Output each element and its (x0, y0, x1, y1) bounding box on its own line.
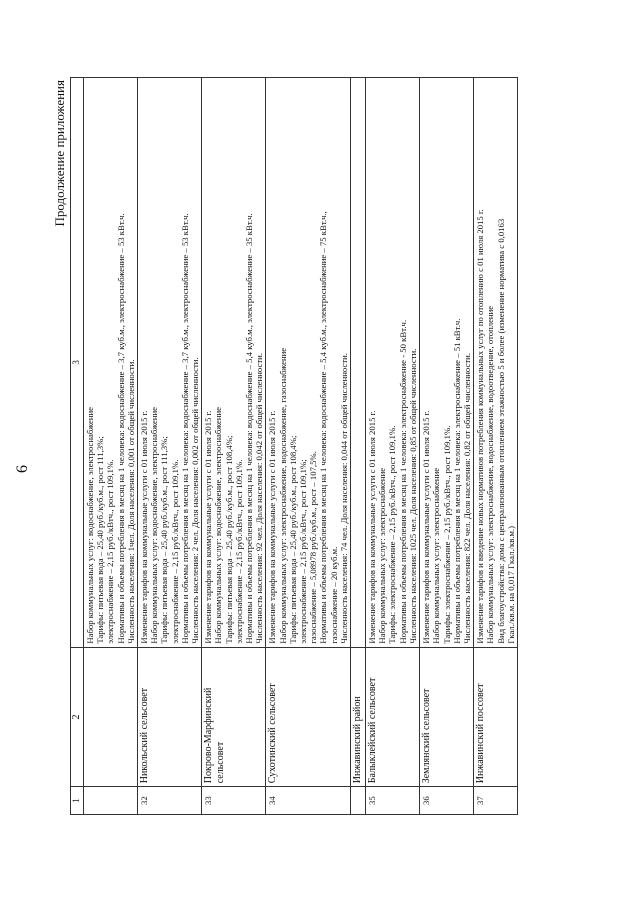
row-number: 37 (474, 787, 518, 815)
row-number: 32 (138, 787, 202, 815)
header-col-3: 3 (71, 78, 84, 648)
table-row (138, 78, 202, 815)
row-municipality: Покрово-Марфинский сельсовет (202, 647, 266, 787)
row-municipality: Землянский сельсовет (420, 647, 474, 787)
detail-line: газоснабжение – 5,08978 руб./куб.м., рост – 107,5%. (308, 451, 319, 644)
detail-line: Тарифы: питьевая вода – 25,40 руб./куб.м., рост 111,3%; (95, 436, 106, 644)
detail-line: электроснабжение – 2,15 руб./кВтч., рост 109,1%. (233, 459, 244, 644)
detail-line: Тарифы: электроснабжение – 2,15 руб./кВтч., рост 109,1%. (441, 425, 452, 644)
detail-line: Набор коммунальных услуг: электроснабжение (377, 467, 388, 644)
detail-line: Численность населения: 1025 чел. Доля населения: 0,85 от общей численности. (407, 348, 418, 644)
detail-line: электроснабжение – 2,15 руб./кВтч., рост 109,1%; (298, 459, 309, 644)
row-number: 34 (266, 787, 351, 815)
detail-line: Тарифы: электроснабжение – 2,15 руб./кВтч., рост 109,1%. (387, 425, 398, 644)
detail-line: Нормативы и объемы потребления в месяц на 1 человека: водоснабжение – 3,7 куб.м., электроснабжение – 53 кВт.ч. (115, 213, 126, 644)
detail-line: Набор коммунальных услуг: электроснабжение, водоснабжение, водоотведение, отопление (485, 305, 496, 644)
header-row (71, 78, 84, 815)
continuation-label: Продолжение приложения (52, 80, 67, 227)
detail-line: Тарифы: питьевая вода – 25,40 руб./куб.м., рост 108,4%; (223, 435, 234, 644)
table-row (366, 78, 420, 815)
detail-line: Нормативы и объемы потребления в месяц на 1 человека: водоснабжение – 5,4 куб.м., электроснабжение – 35 кВт.ч. (244, 213, 255, 644)
row-number: 36 (420, 787, 474, 815)
detail-line: электроснабжение – 2,15 руб./кВтч., рост 109,1%. (169, 459, 180, 644)
detail-line: Набор коммунальных услуг: электроснабжение, водоснабжение, газоснабжение (277, 347, 288, 644)
detail-line: газоснабжение – 20 куб.м. (328, 546, 339, 644)
header-col-1: 1 (71, 787, 84, 815)
row-municipality: Инжавинский поссовет (474, 647, 518, 787)
detail-line: Нормативы и объемы потребления в месяц на 1 человека: электроснабжение - 50 кВт.ч. (397, 319, 408, 644)
row-number: 35 (366, 787, 420, 815)
table-row (84, 78, 138, 815)
detail-line: Изменение тарифов на коммунальные услуги с 01 июля 2015 г. (267, 410, 278, 644)
row-details (202, 78, 266, 648)
row-details (351, 78, 366, 648)
row-details (420, 78, 474, 648)
detail-line: Гкал./кв.м. на 0,017 Гкал./кв.м.) (505, 525, 516, 644)
row-details (266, 78, 351, 648)
detail-line: Нормативы и объемы потребления в месяц на 1 человека: электроснабжение – 51 кВт.ч. (451, 318, 462, 644)
row-number (351, 787, 366, 815)
detail-line: Набор коммунальных услуг: водоснабжение, электроснабжение (149, 406, 160, 644)
table-row (420, 78, 474, 815)
row-details (84, 78, 138, 648)
table-row (474, 78, 518, 815)
row-details (138, 78, 202, 648)
detail-line: Численность населения: 2 чел. Доля населения: 0,002 от общей численности. (190, 357, 201, 644)
detail-line: Нормативы и объемы потребления в месяц на 1 человека: водоснабжение – 5,4 куб.м., электроснабжение – 75 кВт.ч., (318, 211, 329, 644)
row-municipality (84, 647, 138, 787)
tariff-table (70, 77, 518, 815)
table-row (266, 78, 351, 815)
detail-line: Изменение тарифов на коммунальные услуги с 01 июля 2015 г. (139, 410, 150, 644)
detail-line: Набор коммунальных услуг: электроснабжение (431, 467, 442, 644)
detail-line: электроснабжение – 2,15 руб./кВтч., рост 109,1%. (105, 459, 116, 644)
detail-line: Нормативы и объемы потребления в месяц на 1 человека: водоснабжение – 3,7 куб.м., электроснабжение – 53 кВт.ч. (179, 213, 190, 644)
header-col-2: 2 (71, 647, 84, 787)
detail-line: Набор коммунальных услуг: водоснабжение, электроснабжение (85, 406, 95, 644)
detail-line: Численность населения: 74 чел. Доля населения: 0,044 от общей численности. (338, 353, 349, 644)
detail-line: Численность населения: 822 чел. Доля населения: 0,82 от общей численности. (461, 353, 472, 644)
detail-line: Тарифы: питьевая вода – 25,40 руб./куб.м., рост 108,4%; (287, 435, 298, 644)
detail-line: Набор коммунальных услуг: водоснабжение, электроснабжение (213, 406, 224, 644)
detail-line: Численность населения: 1чел. Доля населения: 0,001 от общей численности. (125, 359, 136, 644)
row-municipality: Балыклейский сельсовет (366, 647, 420, 787)
row-municipality: Сухотинский сельсовет (266, 647, 351, 787)
page-number: 6 (14, 465, 31, 473)
row-number: 33 (202, 787, 266, 815)
detail-line: Изменение тарифов и введение новых нормативов потребления коммунальных услуг по отоплению с 01 июля 2015 г. (475, 209, 486, 644)
detail-line: Изменение тарифов на коммунальные услуги с 01 июля 2015 г. (421, 410, 432, 644)
table-body (84, 78, 518, 815)
table-row (202, 78, 266, 815)
row-details (366, 78, 420, 648)
row-municipality: Инжавинский район (351, 647, 366, 787)
detail-line: Изменение тарифов на коммунальные услуги с 01 июля 2015 г. (203, 410, 214, 644)
row-number (84, 787, 138, 815)
row-details (474, 78, 518, 648)
detail-line: Тарифы: питьевая вода – 25,40 руб./куб.м., рост 111,3%; (159, 436, 170, 644)
detail-line: Вид благоустройства: дома с централизованным отоплением этажностью 5 и более (изменение норматива с 0,0163 (495, 218, 506, 644)
detail-line: Численность населения: 92 чел. Доля населения: 0,042 от общей численности. (254, 353, 265, 644)
row-municipality: Никольский сельсовет (138, 647, 202, 787)
table-row (351, 78, 366, 815)
detail-line: Изменение тарифов на коммунальные услуги с 01 июля 2015 г. (367, 410, 378, 644)
